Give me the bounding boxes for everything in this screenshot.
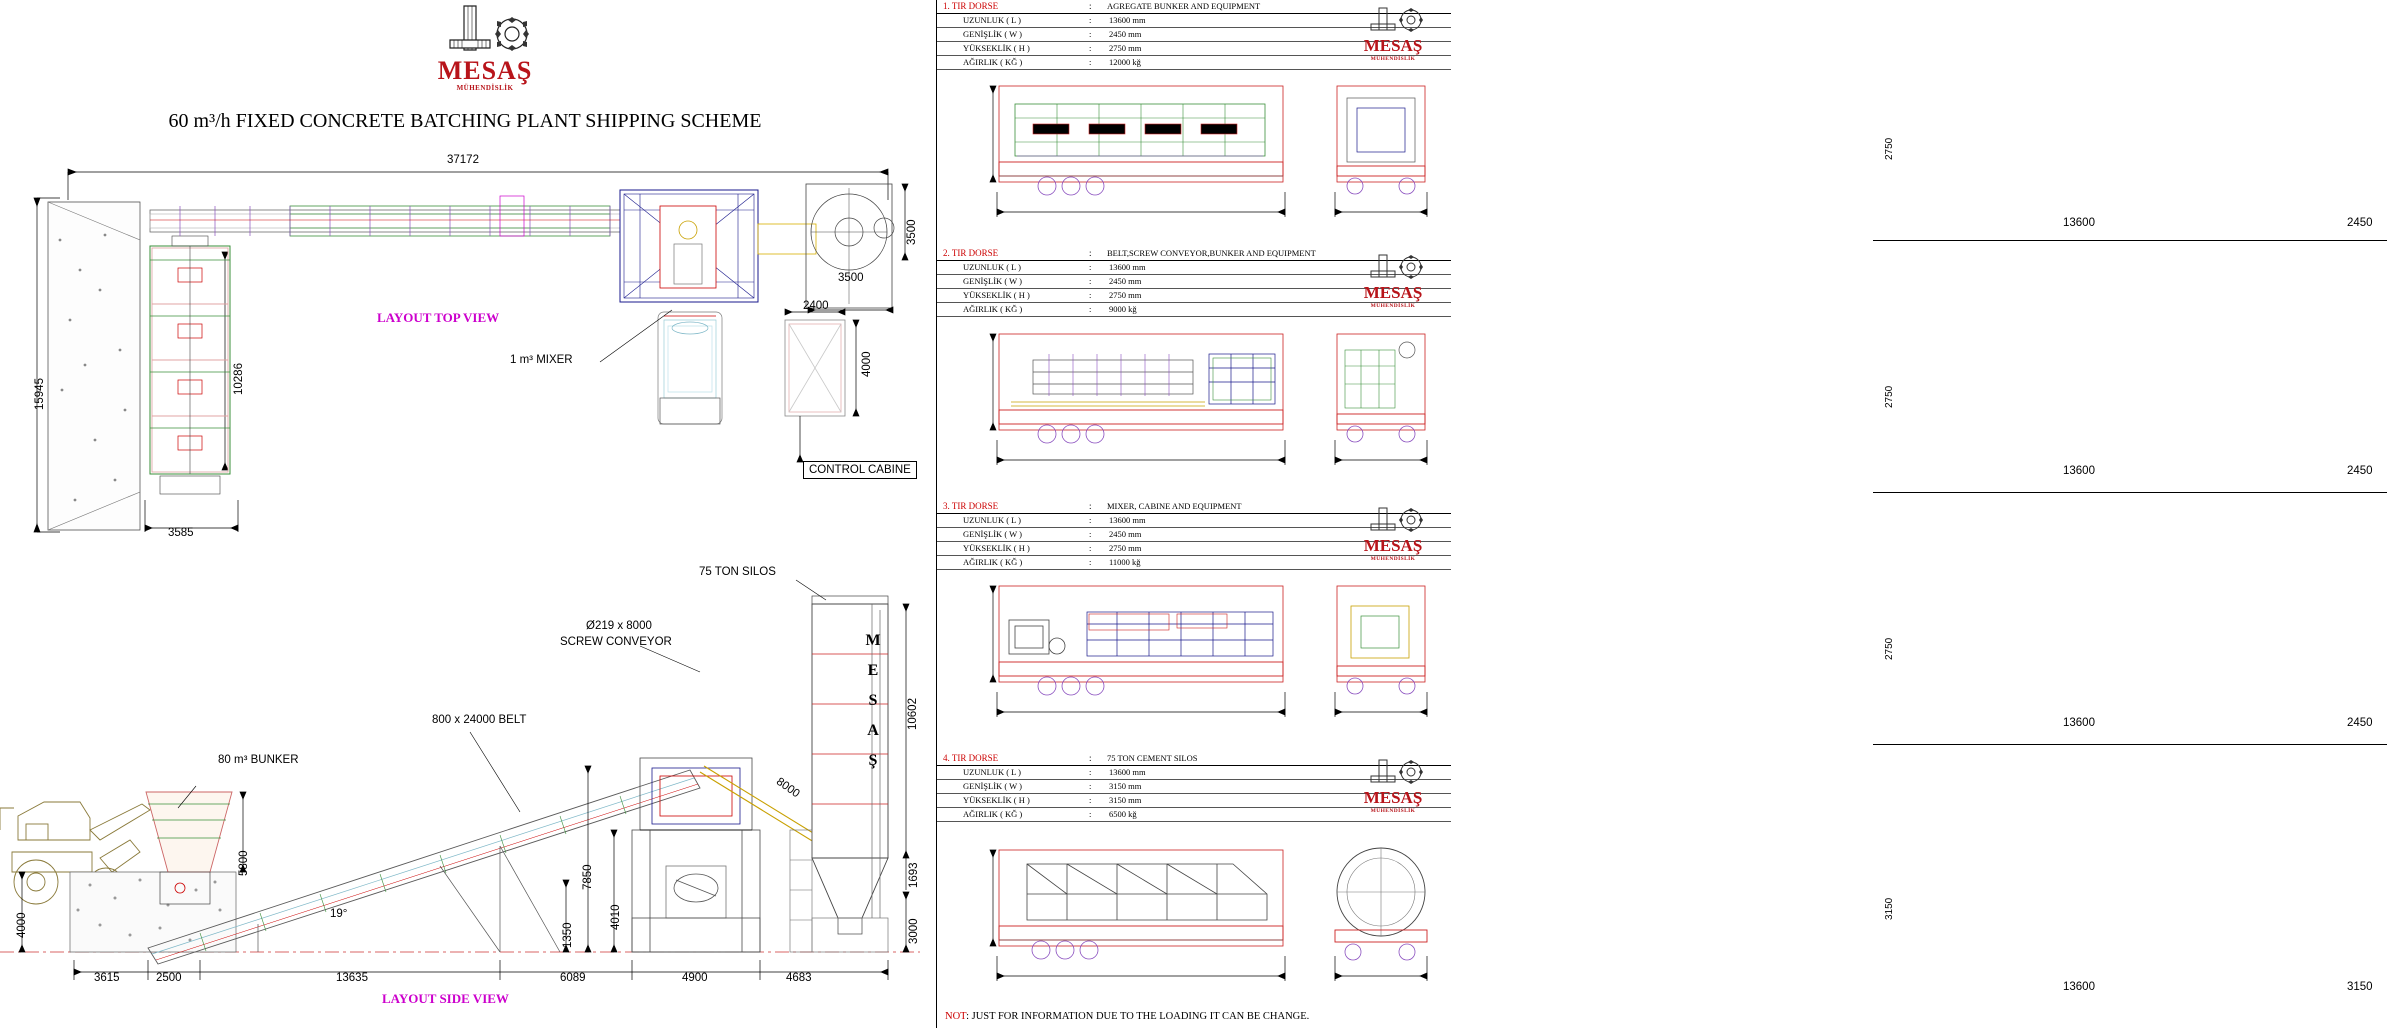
- truck-1-views: [937, 62, 1451, 232]
- spec-key: AĞIRLIK ( KĞ ): [963, 57, 1023, 67]
- dim-bottom-4: 6089: [560, 972, 586, 984]
- logo-subtitle-small: MÜHENDİSLİK: [1370, 303, 1416, 309]
- spec-colon: :: [1089, 29, 1092, 39]
- silo-letter-5: Ş: [868, 752, 878, 769]
- label-bunker: 80 m³ BUNKER: [218, 754, 299, 766]
- company-logo-small: [1345, 758, 1441, 814]
- page-title: 60 m³/h FIXED CONCRETE BATCHING PLANT SHIPPING SCHEME: [168, 110, 762, 132]
- truck-1-height-dim: 2750: [1884, 137, 1895, 160]
- dim-1693: 1693: [908, 862, 920, 888]
- dim-overall-height: 15945: [34, 378, 46, 410]
- spec-colon: :: [1089, 781, 1092, 791]
- shipping-tables-panel: [936, 0, 2373, 1028]
- spec-colon: :: [1089, 276, 1092, 286]
- spec-colon: :: [1089, 262, 1092, 272]
- spec-value: 2750 mm: [1109, 43, 1142, 53]
- divider-3: [1873, 744, 2387, 745]
- dim-4010: 4010: [610, 904, 622, 930]
- divider-1: [1873, 240, 2387, 241]
- logo-subtitle-small: MÜHENDİSLİK: [1370, 56, 1416, 62]
- spec-key: YÜKSEKLİK ( H ): [963, 795, 1030, 805]
- spec-key: AĞIRLIK ( KĞ ): [963, 809, 1023, 819]
- truck-3-number: 3. TIR DORSE: [943, 501, 999, 511]
- spec-value: 11000 kğ: [1109, 557, 1141, 567]
- logo-subtitle-small: MÜHENDİSLİK: [1370, 556, 1416, 562]
- label-silos: 75 TON SILOS: [699, 566, 776, 578]
- spec-colon: :: [1089, 767, 1092, 777]
- truck-block-2: [937, 247, 1451, 317]
- spec-key: UZUNLUK ( L ): [963, 262, 1021, 272]
- truck-1-length-dim: 13600: [2063, 217, 2095, 229]
- truck-3-views: [937, 562, 1451, 732]
- dim-total-length: 37172: [447, 154, 479, 166]
- dim-silo-height: 10602: [907, 698, 919, 730]
- logo-wordmark-small: MESAŞ: [1363, 36, 1423, 55]
- spec-value: 2450 mm: [1109, 29, 1142, 39]
- company-logo-small: [1345, 6, 1441, 62]
- spec-key: AĞIRLIK ( KĞ ): [963, 304, 1023, 314]
- spec-value: 3150 mm: [1109, 781, 1142, 791]
- truck-3-colon: :: [1089, 501, 1092, 511]
- dim-cabine-width: 2400: [803, 300, 829, 312]
- spec-colon: :: [1089, 15, 1092, 25]
- spec-key: YÜKSEKLİK ( H ): [963, 290, 1030, 300]
- label-screw-size: Ø219 x 8000: [586, 620, 652, 632]
- silo-letter-4: A: [867, 722, 879, 739]
- label-screw-conveyor: SCREW CONVEYOR: [560, 636, 672, 648]
- truck-1-content: AGREGATE BUNKER AND EQUIPMENT: [1107, 1, 1261, 11]
- spec-colon: :: [1089, 543, 1092, 553]
- truck-2-number: 2. TIR DORSE: [943, 248, 999, 258]
- spec-key: UZUNLUK ( L ): [963, 767, 1021, 777]
- truck-2-colon: :: [1089, 248, 1092, 258]
- truck-1-width-dim: 2450: [2347, 217, 2373, 229]
- truck-3-content: MIXER, CABINE AND EQUIPMENT: [1107, 501, 1242, 511]
- spec-key: UZUNLUK ( L ): [963, 515, 1021, 525]
- spec-key: GENİŞLİK ( W ): [963, 276, 1022, 286]
- company-logo-small: [1345, 253, 1441, 309]
- layout-drawings-panel: [0, 0, 930, 1028]
- truck-1-colon: :: [1089, 1, 1092, 11]
- spec-key: YÜKSEKLİK ( H ): [963, 43, 1030, 53]
- dim-bottom-2: 2500: [156, 972, 182, 984]
- truck-2-height-dim: 2750: [1884, 385, 1895, 408]
- dim-mixer-block-height: 3500: [906, 219, 918, 245]
- dim-screw-length: 8000: [773, 775, 802, 801]
- divider-2: [1873, 492, 2387, 493]
- dim-belt-angle: 19°: [330, 908, 348, 920]
- truck-2-width-dim: 2450: [2347, 465, 2373, 477]
- dim-bottom-6: 4683: [786, 972, 812, 984]
- truck-block-1: [937, 0, 1451, 70]
- spec-colon: :: [1089, 557, 1092, 567]
- company-logo: [420, 4, 550, 96]
- spec-colon: :: [1089, 795, 1092, 805]
- spec-value: 6500 kğ: [1109, 809, 1137, 819]
- truck-3-height-dim: 2750: [1884, 637, 1895, 660]
- spec-value: 13600 mm: [1109, 515, 1146, 525]
- dim-bottom-1: 3615: [94, 972, 120, 984]
- truck-3-length-dim: 13600: [2063, 717, 2095, 729]
- footer-note: [945, 1011, 1309, 1022]
- logo-wordmark-small: MESAŞ: [1363, 283, 1423, 302]
- spec-value: 13600 mm: [1109, 15, 1146, 25]
- dim-bottom-5: 4900: [682, 972, 708, 984]
- company-logo-small: [1345, 506, 1441, 562]
- spec-key: GENİŞLİK ( W ): [963, 529, 1022, 539]
- label-belt: 800 x 24000 BELT: [432, 714, 527, 726]
- dim-bottom-3: 13635: [336, 972, 368, 984]
- spec-value: 9000 kğ: [1109, 304, 1137, 314]
- spec-key: GENİŞLİK ( W ): [963, 781, 1022, 791]
- dim-bunker-height: 5800: [238, 850, 250, 876]
- spec-key: AĞIRLIK ( KĞ ): [963, 557, 1023, 567]
- top-view-drawing: [0, 140, 930, 560]
- logo-wordmark-small: MESAŞ: [1363, 788, 1423, 807]
- spec-key: UZUNLUK ( L ): [963, 15, 1021, 25]
- silo-letter-2: E: [867, 662, 879, 679]
- dim-pit-depth: 4000: [16, 912, 28, 938]
- silo-letter-3: S: [868, 692, 878, 709]
- spec-value: 13600 mm: [1109, 262, 1146, 272]
- truck-4-length-dim: 13600: [2063, 981, 2095, 993]
- spec-colon: :: [1089, 290, 1092, 300]
- dim-cabine-height: 4000: [861, 351, 873, 377]
- note-prefix: NOT: [945, 1011, 967, 1022]
- dim-bunker-width: 3585: [168, 527, 194, 539]
- truck-block-4: [937, 752, 1451, 822]
- truck-4-height-dim: 3150: [1884, 897, 1895, 920]
- truck-2-views: [937, 310, 1451, 480]
- side-view-caption: LAYOUT SIDE VIEW: [382, 991, 509, 1006]
- silo-letter-1: M: [865, 632, 881, 649]
- truck-block-3: [937, 500, 1451, 570]
- spec-key: GENİŞLİK ( W ): [963, 29, 1022, 39]
- dim-1350: 1350: [562, 922, 574, 948]
- top-view-caption: LAYOUT TOP VIEW: [377, 310, 500, 325]
- spec-colon: :: [1089, 529, 1092, 539]
- logo-subtitle: MÜHENDİSLİK: [456, 84, 514, 92]
- spec-colon: :: [1089, 43, 1092, 53]
- spec-value: 2450 mm: [1109, 529, 1142, 539]
- truck-2-length-dim: 13600: [2063, 465, 2095, 477]
- spec-value: 2750 mm: [1109, 290, 1142, 300]
- truck-2-content: BELT,SCREW CONVEYOR,BUNKER AND EQUIPMENT: [1107, 248, 1316, 258]
- spec-value: 12000 kğ: [1109, 57, 1141, 67]
- dim-3000: 3000: [908, 918, 920, 944]
- label-mixer: 1 m³ MIXER: [510, 354, 573, 366]
- logo-wordmark: MESAŞ: [437, 56, 533, 85]
- dim-inner-length: 10286: [233, 363, 245, 395]
- side-view-drawing: [0, 580, 930, 1020]
- note-text: : JUST FOR INFORMATION DUE TO THE LOADING IT CAN BE CHANGE.: [966, 1011, 1310, 1022]
- spec-colon: :: [1089, 809, 1092, 819]
- spec-colon: :: [1089, 304, 1092, 314]
- truck-4-width-dim: 3150: [2347, 981, 2373, 993]
- truck-4-colon: :: [1089, 753, 1092, 763]
- spec-colon: :: [1089, 515, 1092, 525]
- spec-value: 3150 mm: [1109, 795, 1142, 805]
- dim-mixer-block-width: 3500: [838, 272, 864, 284]
- dim-7850: 7850: [582, 864, 594, 890]
- spec-value: 13600 mm: [1109, 767, 1146, 777]
- spec-value: 2450 mm: [1109, 276, 1142, 286]
- spec-colon: :: [1089, 57, 1092, 67]
- truck-4-number: 4. TIR DORSE: [943, 753, 999, 763]
- truck-1-number: 1. TIR DORSE: [943, 1, 999, 11]
- truck-3-width-dim: 2450: [2347, 717, 2373, 729]
- label-control-cabine: CONTROL CABINE: [803, 461, 917, 479]
- logo-wordmark-small: MESAŞ: [1363, 536, 1423, 555]
- logo-subtitle-small: MÜHENDİSLİK: [1370, 808, 1416, 814]
- truck-4-content: 75 TON CEMENT SILOS: [1107, 753, 1198, 763]
- spec-key: YÜKSEKLİK ( H ): [963, 543, 1030, 553]
- truck-4-views: [937, 818, 1451, 998]
- spec-value: 2750 mm: [1109, 543, 1142, 553]
